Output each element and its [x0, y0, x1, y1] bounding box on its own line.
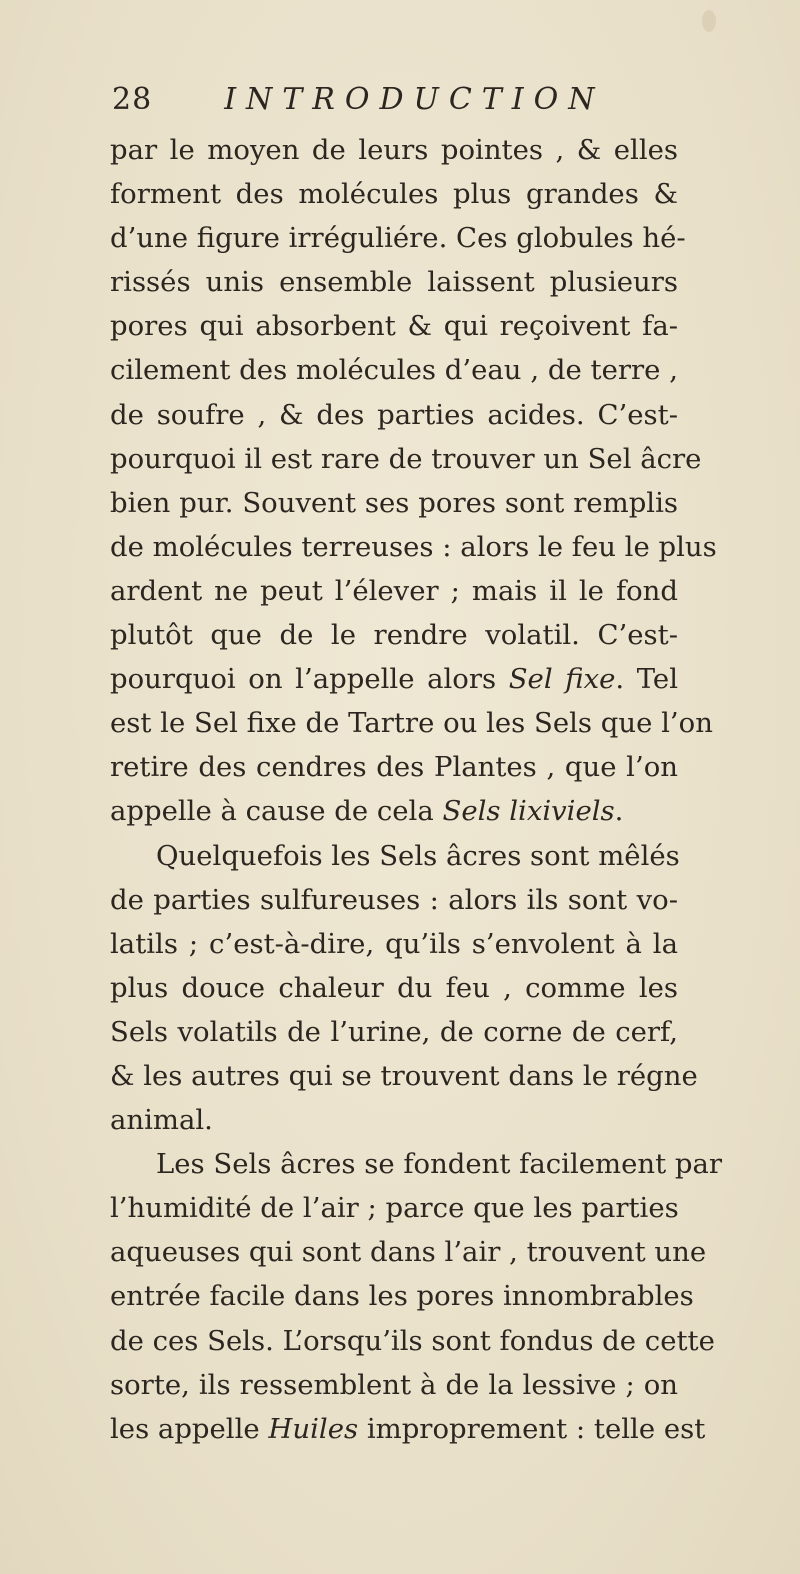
- text-line: retire des cendres des Plantes , que l’on: [110, 751, 678, 784]
- text-line: de soufre , & des parties acides. C’est-: [110, 398, 678, 431]
- text-segment: improprement : telle est: [358, 1412, 706, 1445]
- text-segment: les appelle: [110, 1412, 269, 1445]
- page-number: 28: [112, 82, 153, 117]
- text-line: animal.: [110, 1104, 213, 1137]
- running-title: INTRODUCTION: [224, 82, 605, 117]
- text-line: de molécules terreuses : alors le feu le plus: [110, 530, 717, 563]
- text-line: Quelquefois les Sels âcres sont mêlés: [156, 839, 680, 872]
- text-line: plutôt que de le rendre volatil. C’est-: [110, 619, 678, 652]
- text-line: entrée facile dans les pores innombrables: [110, 1280, 694, 1313]
- text-line: latils ; c’est-à-dire, qu’ils s’envolent à la: [110, 927, 678, 960]
- text-line: l’humidité de l’air ; parce que les parties: [110, 1192, 679, 1225]
- text-segment: .: [614, 795, 624, 828]
- text-line: & les autres qui se trouvent dans le régne: [110, 1059, 698, 1092]
- text-line: Sels volatils de l’urine, de corne de cerf,: [110, 1015, 678, 1048]
- text-line: est le Sel fixe de Tartre ou les Sels que l’on: [110, 707, 713, 740]
- text-line: Les Sels âcres se fondent facilement par: [156, 1148, 723, 1181]
- text-line: [110, 1407, 706, 1451]
- text-line: pourquoi il est rare de trouver un Sel âcre: [110, 442, 702, 475]
- text-line: pores qui absorbent & qui reçoivent fa-: [110, 310, 678, 343]
- text-line: ardent ne peut l’élever ; mais il le fond: [110, 574, 678, 607]
- text-line: [110, 657, 678, 701]
- text-line: aqueuses qui sont dans l’air , trouvent une: [110, 1236, 707, 1269]
- text-line: de parties sulfureuses : alors ils sont vo-: [110, 883, 678, 916]
- page-header: [112, 82, 672, 132]
- text-segment: pourquoi on l’appelle alors: [110, 663, 509, 696]
- text-segment: . Tel: [615, 663, 678, 696]
- text-line: plus douce chaleur du feu , comme les: [110, 971, 678, 1004]
- text-line: [110, 789, 678, 833]
- paper-stain: [702, 10, 716, 32]
- italic-term: Sels lixiviels: [442, 795, 615, 828]
- text-line: d’une figure irréguliére. Ces globules hé-: [110, 222, 686, 255]
- text-line: par le moyen de leurs pointes , & elles: [110, 134, 678, 166]
- text-line: bien pur. Souvent ses pores sont remplis: [110, 486, 678, 519]
- italic-term: Huiles: [268, 1412, 359, 1445]
- text-segment: appelle à cause de cela: [110, 795, 443, 828]
- italic-term: Sel fixe: [508, 663, 616, 696]
- text-line: de ces Sels. L’orsqu’ils sont fondus de cette: [110, 1324, 715, 1357]
- text-line: sorte, ils ressemblent à de la lessive ; on: [110, 1368, 678, 1401]
- text-line: forment des molécules plus grandes &: [110, 178, 678, 211]
- text-line: rissés unis ensemble laissent plusieurs: [110, 266, 678, 299]
- body-text: [110, 128, 723, 1451]
- text-line: cilement des molécules d’eau , de terre ,: [110, 354, 678, 387]
